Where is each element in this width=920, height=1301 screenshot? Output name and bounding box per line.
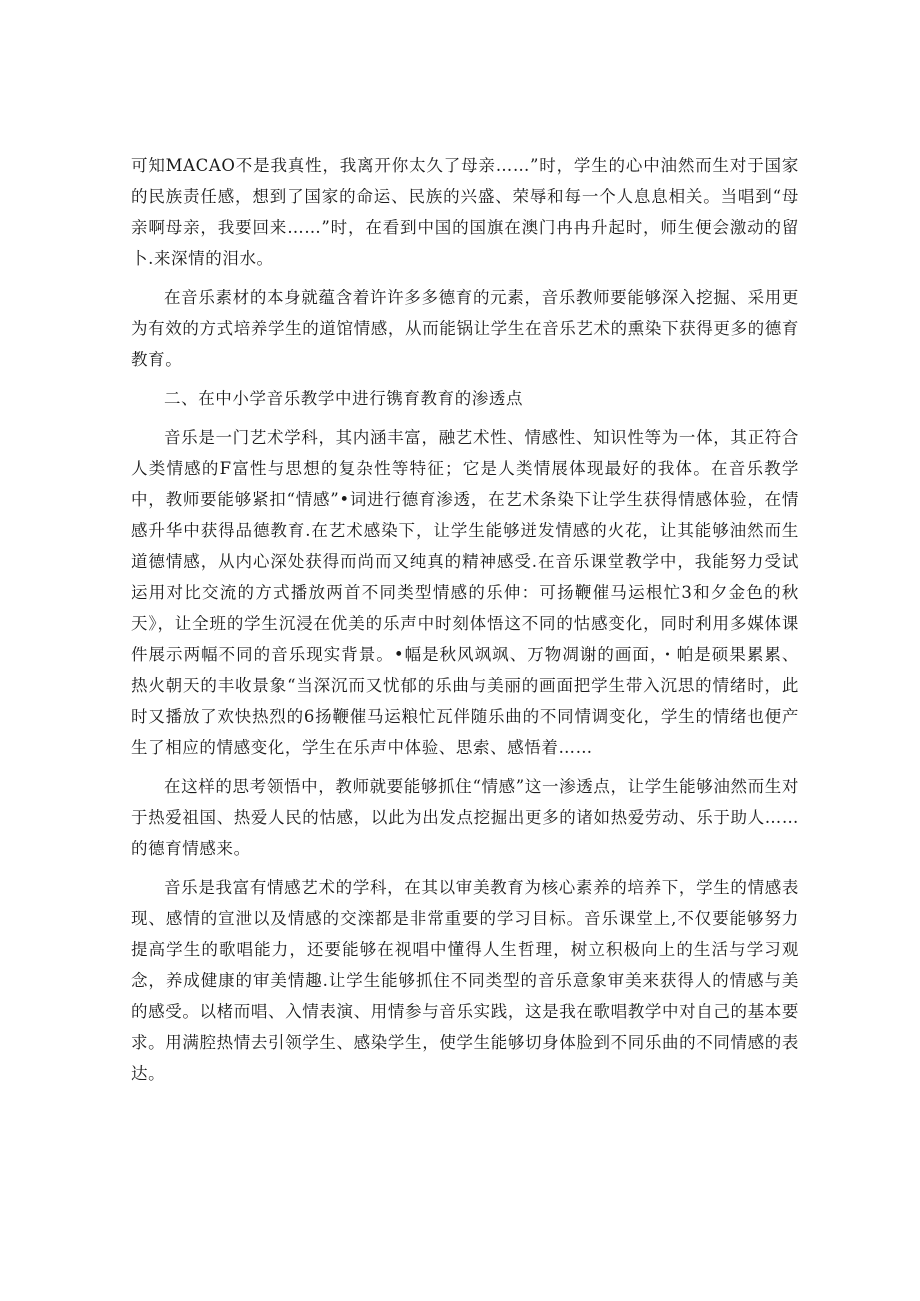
- section-heading: 二、在中小学音乐教学中进行镌育教育的渗透点: [164, 389, 524, 408]
- paragraph-4: 在这样的思考领悟中，教师就要能够抓住“情感”这一渗透点，让学生能够油然而生对于热爱祖国、热爱人民的怙感，以此为出发点挖掘出更多的诸如热爱劳动、乐于助人……的德育情感来。: [131, 777, 799, 858]
- document-body: [131, 150, 799, 1097]
- paragraph-5: 音乐是我富有情感艺术的学科，在其以审美教育为核心素养的培养下，学生的情感表现、感情的宣泄以及情感的交滦都是非常重要的学习目标。音乐课堂上,不仅要能够努力提高学生的歌唱能力，还要能够在视唱中懂得人生哲理，树立积极向上的生活与学习观念，养成健康的审美情趣.让学生能够抓住不同类型的音乐意象审美来获得人的情感与美的感受。以楮而唱、入情表演、用情参与音乐实践，这是我在歌唱教学中对自己的基本要求。用满腔热情去引领学生、感染学生，使学生能够切身体脸到不同乐曲的不同情感的表达。: [131, 878, 799, 1083]
- paragraph-1: 可知MACAO不是我真性，我离开你太久了母亲……”时，学生的心中油然而生对于国家的民族责任感，想到了国家的命运、民族的兴盛、荣辱和每一个人息息相关。当唱到“母亲啊母亲，我要回来……”时，在看到中国的国旗在澳门冉冉升起时，师生便会激动的留卜.来深情的泪水。: [131, 156, 799, 268]
- paragraph-3: 音乐是一门艺术学科，其内涵丰富，融艺术性、情感性、知识性等为一体，其正符合人类情感的F富性与思想的复杂性等特征；它是人类情展体现最好的我体。在音乐教学中，教师要能够紧扣“情感”•词进行德育渗透，在艺术条染下让学生获得情感体验，在情感升华中获得品德教育.在艺术感染下，让学生能够迸发情感的火花，让其能够油然而生道德情感，从内心深处获得而尚而又纯真的精神感受.在音乐课堂教学中，我能努力受试运用对比交流的方式播放两首不同类型情感的乐伸：可扬鞭催马运根忙3和夕金色的秋天》，让全班的学生沉浸在优美的乐声中时刻体悟这不同的怙感变化，同时利用多媒体课件展示两幅不同的音乐现实背景。•幅是秋风飒飒、万物凋谢的画面，・帕是硕果累累、热火朝天的丰收景象“当深沉而又忧郁的乐曲与美丽的画面把学生带入沉思的情绪时，此时又播放了欢快热烈的6扬鞭催马运粮忙瓦伴随乐曲的不同情调变化，学生的情绪也便产生了相应的情感变化，学生在乐声中体验、思索、感悟着……: [131, 428, 799, 757]
- paragraph-2: 在音乐素材的本身就蕴含着许许多多德育的元素，音乐教师要能够深入挖掘、采用更为有效的方式培养学生的道馆情感，从而能锅让学生在音乐艺术的熏染下获得更多的德育教育。: [131, 288, 799, 369]
